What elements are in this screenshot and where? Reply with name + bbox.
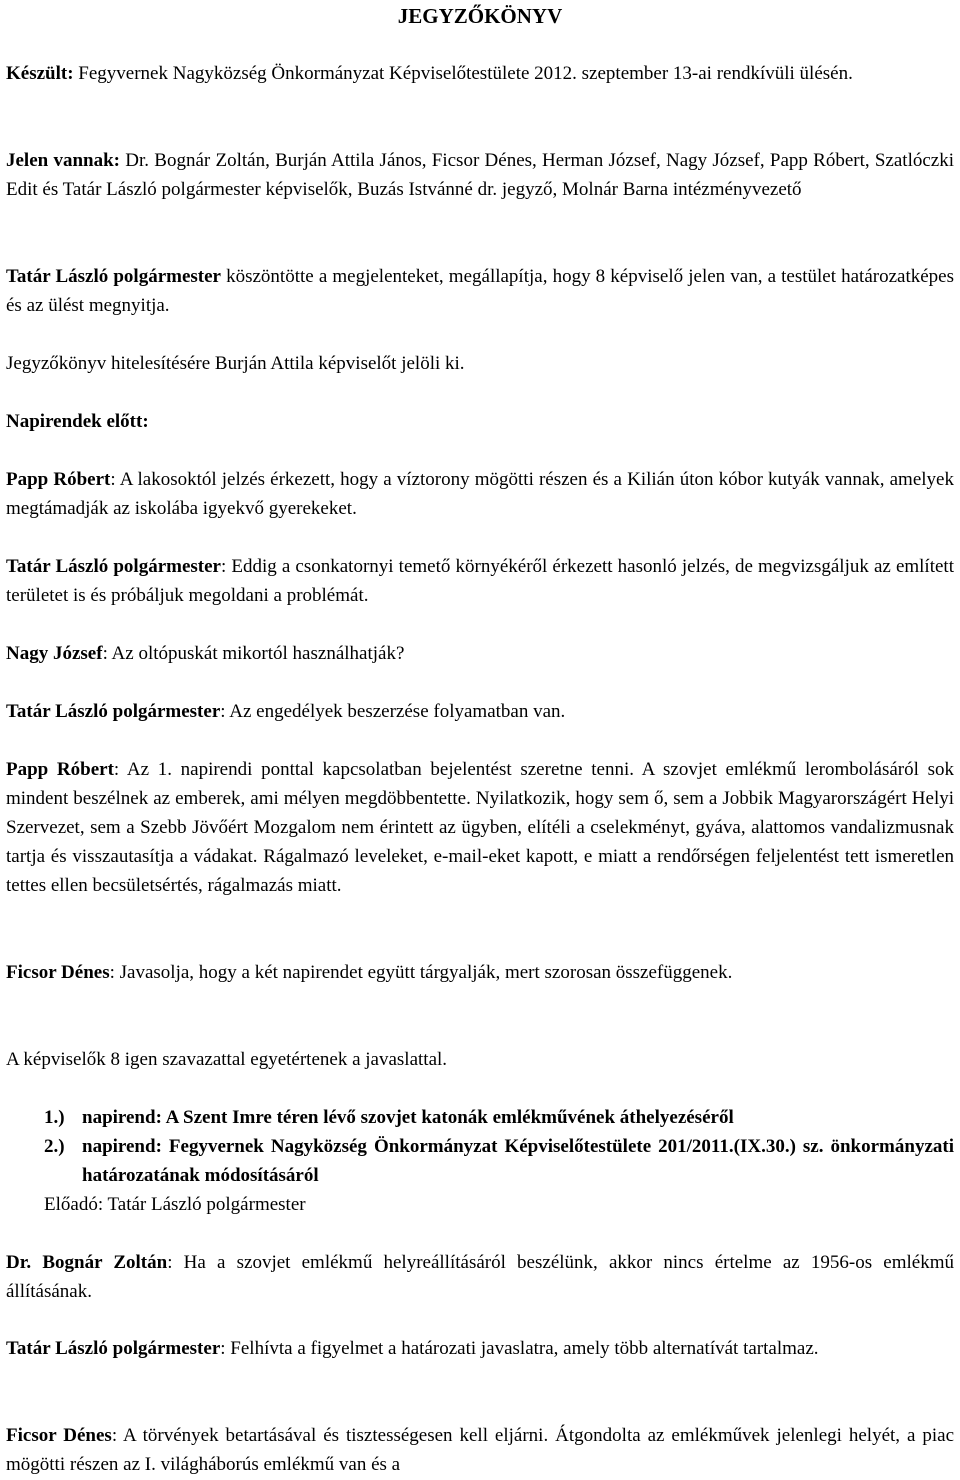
agenda-item <box>44 1132 954 1190</box>
agenda-item <box>44 1103 954 1132</box>
exchange-paragraph <box>6 639 954 668</box>
statement-text: : Felhívta a figyelmet a határozati javaslatra, amely több alternatívát tartalmaz. <box>220 1338 819 1359</box>
speaker-name: Papp Róbert <box>6 469 111 490</box>
speaker-name: Dr. Bognár Zoltán <box>6 1252 168 1273</box>
discussion-paragraph <box>6 1248 954 1306</box>
opening-text: köszöntötte a megjelenteket, megállapítja, hogy 8 képviselő jelen van, a testület határozatképes és az ülést megnyitja. <box>6 266 954 316</box>
presenter-line: Előadó: Tatár László polgármester <box>44 1194 306 1215</box>
agenda-number: 2.) <box>44 1136 65 1157</box>
statement-text: : Ha a szovjet emlékmű helyreállításáról beszélünk, akkor nincs értelme az 1956-os emlékmű állításának. <box>6 1252 954 1302</box>
agenda-list <box>44 1103 954 1219</box>
exchange-paragraph <box>6 755 954 900</box>
vote-paragraph: A képviselők 8 igen szavazattal egyetértenek a javaslattal. <box>6 1049 448 1070</box>
speaker-name: Ficsor Dénes <box>6 962 110 983</box>
present-label: Jelen vannak: <box>6 150 121 171</box>
statement-text: : A lakosoktól jelzés érkezett, hogy a víztorony mögötti részen és a Kilián úton kóbor kutyák vannak, amelyek megtámadják az iskolába igyekvő gyerekeket. <box>6 469 954 519</box>
agenda-text: napirend: A Szent Imre téren lévő szovjet katonák emlékművének áthelyezéséről <box>82 1107 734 1128</box>
statement-text: : Eddig a csonkatornyi temető környékéről érkezett hasonló jelzés, de megvizsgáljuk az említett területet is és próbáljuk megoldani a problémát. <box>6 556 954 606</box>
exchange-paragraph <box>6 465 954 523</box>
speaker-name: Nagy József <box>6 643 103 664</box>
speaker-name: Tatár László polgármester <box>6 266 221 287</box>
statement-text: : Az oltópuskát mikortól használhatják? <box>102 643 405 664</box>
made-text: Fegyvernek Nagyközség Önkormányzat Képviselőtestülete 2012. szeptember 13-ai rendkívüli ülésén. <box>78 63 853 84</box>
agenda-number: 1.) <box>44 1107 65 1128</box>
agenda-text: napirend: Fegyvernek Nagyközség Önkormányzat Képviselőtestülete 201/2011.(IX.30.) sz. önkormányzati határozatának módosításáról <box>82 1136 954 1186</box>
exchange-paragraph <box>6 958 954 987</box>
document-title: JEGYZŐKÖNYV <box>397 4 563 28</box>
discussion-paragraph <box>6 1421 954 1479</box>
before-agenda-heading: Napirendek előtt: <box>6 411 149 432</box>
opening-paragraph <box>6 262 954 320</box>
discussion-paragraph <box>6 1334 954 1363</box>
present-text: Dr. Bognár Zoltán, Burján Attila János, Ficsor Dénes, Herman József, Nagy József, Papp Róbert, Szatlóczki Edit és Tatár László polgármester képviselők, Buzás Istvánné dr. jegyző, Molnár Barna intézményvezető <box>6 150 955 200</box>
speaker-name: Papp Róbert <box>6 759 114 780</box>
speaker-name: Ficsor Dénes <box>6 1425 112 1446</box>
exchange-paragraph <box>6 552 954 610</box>
statement-text: : Az engedélyek beszerzése folyamatban van. <box>220 701 566 722</box>
present-paragraph <box>6 146 954 204</box>
exchange-paragraph <box>6 697 954 726</box>
made-paragraph <box>6 59 954 88</box>
statement-text: : Javasolja, hogy a két napirendet együtt tárgyalják, mert szorosan összefüggenek. <box>109 962 733 983</box>
made-label: Készült: <box>6 63 74 84</box>
authenticator-paragraph: Jegyzőkönyv hitelesítésére Burján Attila képviselőt jelöli ki. <box>6 353 465 374</box>
speaker-name: Tatár László polgármester <box>6 701 221 722</box>
speaker-name: Tatár László polgármester <box>6 556 221 577</box>
statement-text: : Az 1. napirendi ponttal kapcsolatban bejelentést szeretne tenni. A szovjet emlékmű lerombolásáról sok mindent beszélnek az emberek, ami mélyen megdöbbentette. Nyilatkozik, hogy sem ő, sem a Jobbik Magyarországért Helyi Szervezet, sem a Szebb Jövőért Mozgalom nem érintett az ügyben, elítéli a cselekményt, gyáva, alattomos vandalizmusnak tartja és visszautasítja a vádakat. Rágalmazó leveleket, e-mail-eket kapott, e miatt a rendőrségen feljelentést tett ismeretlen tettes ellen becsületsértés, rágalmazás miatt. <box>6 759 954 896</box>
speaker-name: Tatár László polgármester <box>6 1338 221 1359</box>
statement-text: : A törvények betartásával és tisztességesen kell eljárni. Átgondolta az emlékművek jelenlegi helyét, a piac mögötti részen az I. világháborús emlékmű van és a <box>6 1425 955 1475</box>
